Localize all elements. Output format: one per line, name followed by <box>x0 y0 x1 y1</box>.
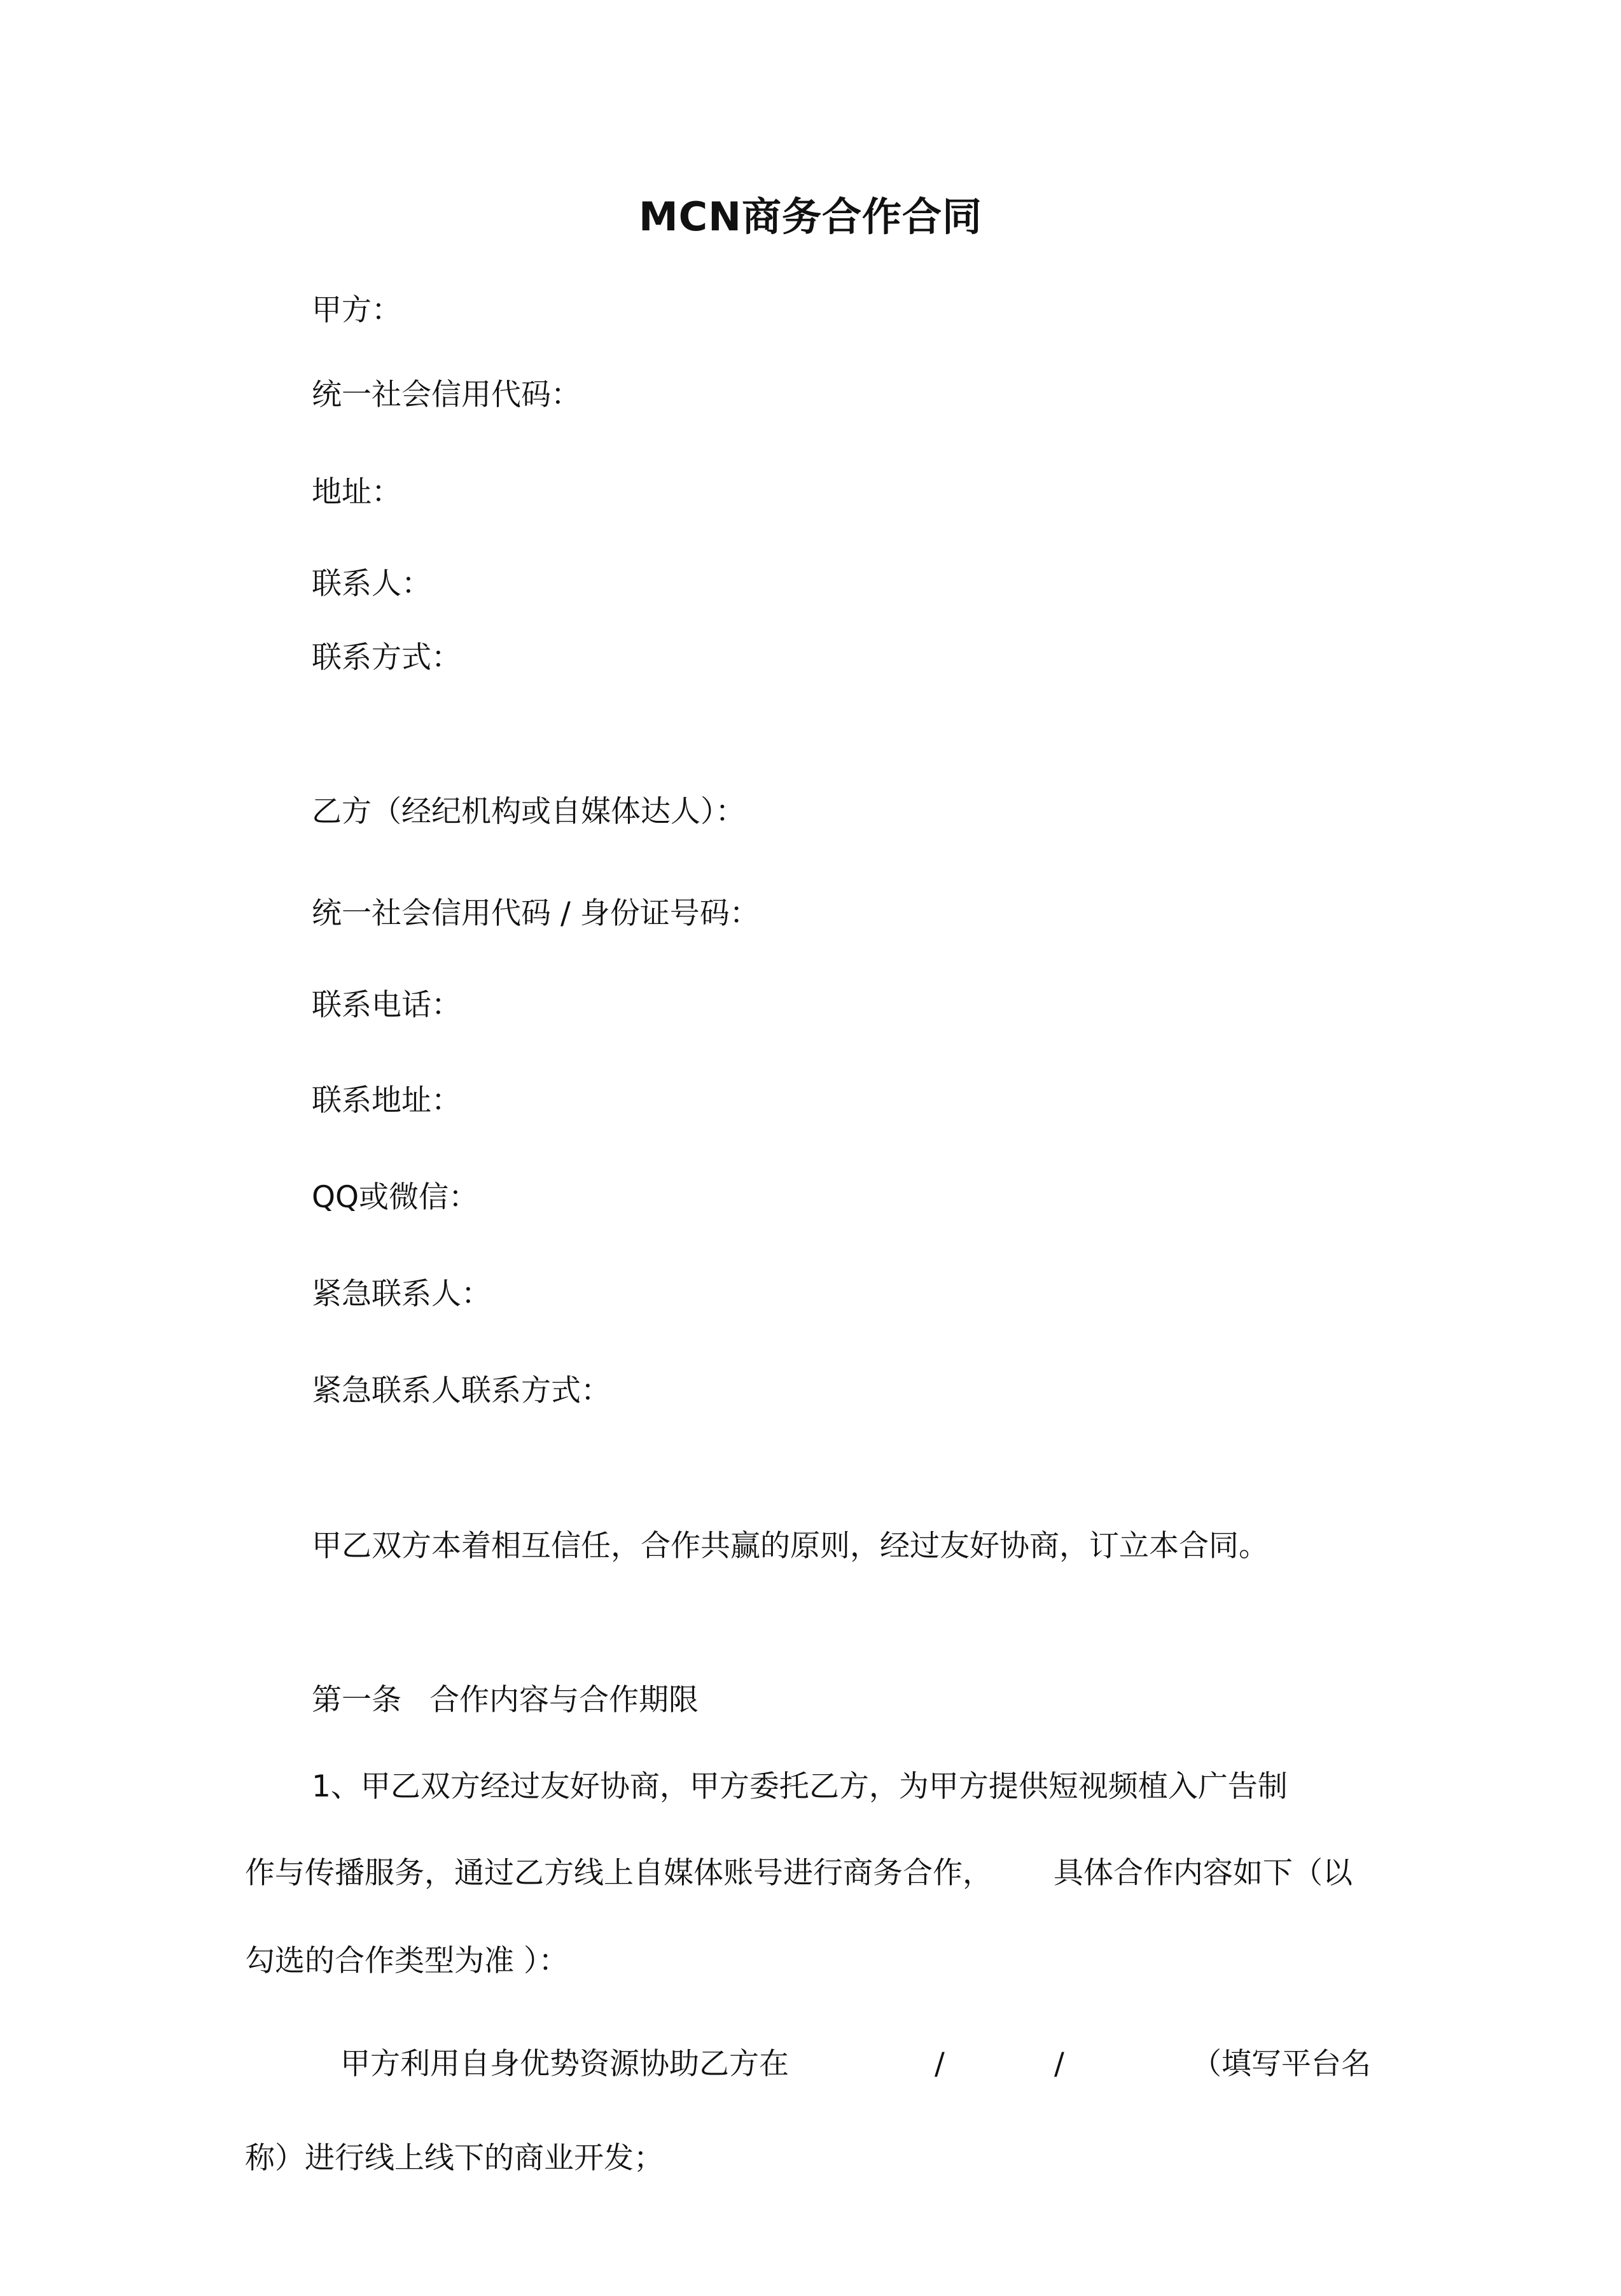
party-a-contact-method-label: 联系方式： <box>312 640 461 675</box>
party-b-emergency-contact-method-label: 紧急联系人联系方式： <box>312 1373 611 1408</box>
party-b-emergency-contact-label: 紧急联系人： <box>312 1277 491 1312</box>
party-b-name-label: 乙方（经纪机构或自媒体达人）： <box>312 794 746 829</box>
clause-1-line-3: 勾选的合作类型为准 ）： <box>245 1943 569 1978</box>
party-b-id-label: 统一社会信用代码 / 身份证号码： <box>312 896 760 931</box>
platform-blank-separator-2: / <box>1054 2047 1064 2082</box>
clause-1-line-1: 1、甲乙双方经过友好协商，甲方委托乙方，为甲方提供短视频植入广告制 <box>312 1769 1288 1804</box>
clause-1-line-2-part-b: 具体合作内容如下（以 <box>1054 1856 1353 1891</box>
article-1-heading <box>312 1679 699 1721</box>
party-a-contact-label: 联系人： <box>312 566 431 601</box>
option-1-text: 甲方利用自身优势资源协助乙方在 <box>340 2047 789 2082</box>
option-1-line-2: 称）进行线上线下的商业开发； <box>245 2141 664 2176</box>
platform-blank-separator-1: / <box>935 2047 945 2082</box>
option-1-platform-hint: （填写平台名 <box>1192 2047 1371 2082</box>
article-1-number: 第一条 <box>312 1683 401 1718</box>
party-a-credit-code-label: 统一社会信用代码： <box>312 377 581 412</box>
document-title: MCN商务合作合同 <box>638 193 983 240</box>
party-b-qq-wechat-label: QQ或微信： <box>312 1180 478 1215</box>
article-1-title: 合作内容与合作期限 <box>429 1683 699 1718</box>
party-b-phone-label: 联系电话： <box>312 988 461 1023</box>
party-a-name-label: 甲方： <box>312 293 401 328</box>
party-b-address-label: 联系地址： <box>312 1083 461 1118</box>
party-a-address-label: 地址： <box>312 475 401 510</box>
preamble-paragraph: 甲乙双方本着相互信任，合作共赢的原则，经过友好协商，订立本合同。 <box>312 1529 1269 1564</box>
clause-1-line-2 <box>245 1852 1353 1894</box>
clause-1-line-2-part-a: 作与传播服务，通过乙方线上自媒体账号进行商务合作， <box>245 1856 992 1891</box>
option-1-line-1 <box>340 2043 789 2085</box>
